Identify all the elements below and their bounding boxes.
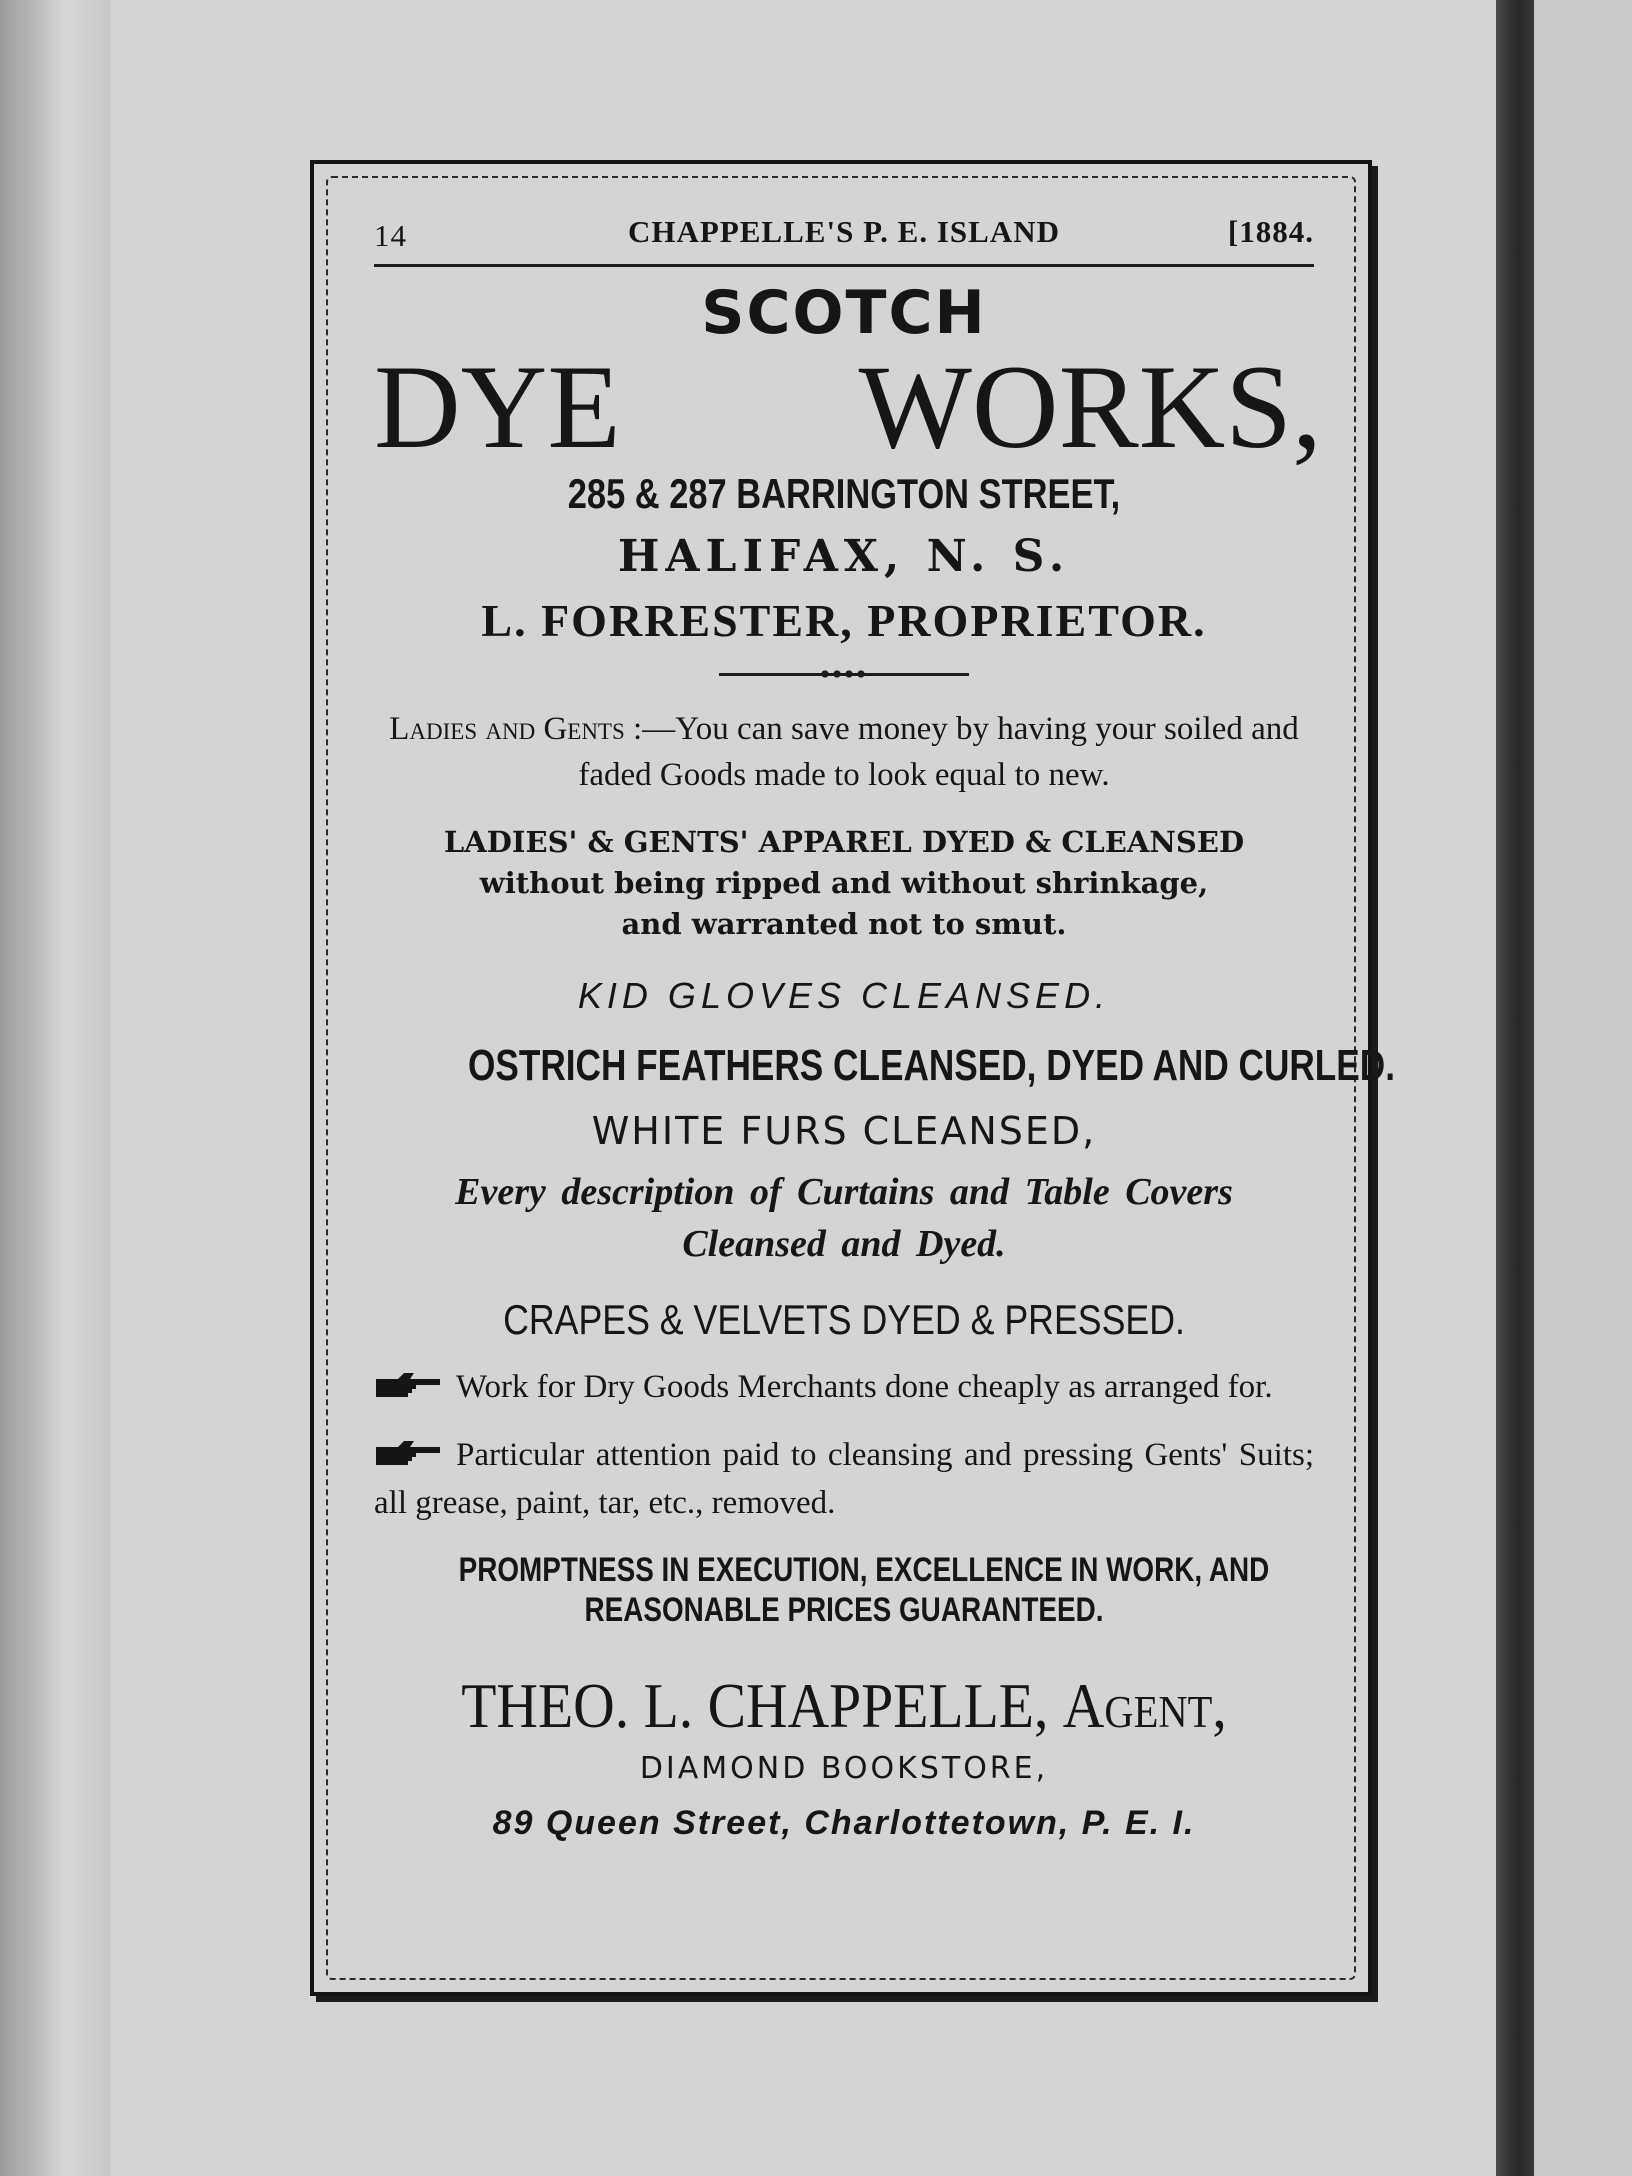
white-furs: WHITE FURS CLEANSED, <box>591 1109 1097 1154</box>
kid-gloves: KID GLOVES CLEANSED. <box>577 975 1111 1017</box>
crapes-velvets: CRAPES & VELVETS DYED & PRESSED. <box>503 1296 1185 1344</box>
curtains-line: Every description of Curtains and Table Covers <box>455 1171 1233 1214</box>
guarantee-line: PROMPTNESS IN EXECUTION, EXCELLENCE IN WORK, AND <box>458 1550 1270 1589</box>
apparel-line: without being ripped and without shrinkage, <box>479 866 1209 901</box>
heading-dye-works <box>374 340 1322 473</box>
note-gents-suits <box>374 1432 1314 1528</box>
intro-lead: Ladies and Gents <box>389 710 625 747</box>
agent-name: THEO. L. CHAPPELLE, <box>461 1670 1063 1742</box>
agent-line <box>421 1669 1267 1743</box>
running-title: CHAPPELLE'S P. E. ISLAND <box>628 214 1060 249</box>
guarantee-block <box>458 1550 1270 1632</box>
running-header <box>374 204 1314 267</box>
intro-paragraph <box>374 706 1314 798</box>
note-text: Work for Dry Goods Merchants done cheaply as arranged for. <box>456 1369 1273 1406</box>
proprietor: L. FORRESTER, PROPRIETOR. <box>481 594 1207 646</box>
city: HALIFAX, N. S. <box>617 530 1071 582</box>
page-edge-shadow <box>1496 0 1534 2176</box>
street-address: 285 & 287 BARRINGTON STREET, <box>567 470 1121 517</box>
apparel-block <box>374 822 1314 946</box>
pointing-hand-icon <box>374 1439 444 1469</box>
book-gutter <box>0 0 110 2176</box>
apparel-line: and warranted not to smut. <box>621 907 1067 942</box>
heading-scotch: SCOTCH <box>701 278 987 348</box>
intro-text: :—You can save money by having your soiled and faded Goods made to look equal to new. <box>578 710 1299 793</box>
note-text: Particular attention paid to cleansing and pressing Gents' Suits; all grease, paint, tar, etc., removed. <box>374 1436 1314 1521</box>
heading-dye: DYE <box>374 340 621 473</box>
ostrich-feathers: OSTRICH FEATHERS CLEANSED, DYED AND CURLED. <box>468 1041 1395 1091</box>
store-address: 89 Queen Street, Charlottetown, P. E. I. <box>492 1804 1196 1843</box>
apparel-line: LADIES' & GENTS' APPAREL DYED & CLEANSED <box>443 824 1245 859</box>
note-dry-goods <box>374 1364 1314 1412</box>
agent-title: Agent, <box>1062 1670 1227 1742</box>
ornamental-rule <box>719 673 969 676</box>
curtains-block <box>374 1167 1314 1270</box>
heading-works: WORKS, <box>858 340 1322 473</box>
store-name: DIAMOND BOOKSTORE, <box>639 1751 1049 1787</box>
guarantee-line: REASONABLE PRICES GUARANTEED. <box>584 1591 1104 1630</box>
curtains-line: Cleansed and Dyed. <box>682 1222 1006 1265</box>
advertisement-frame <box>310 160 1395 1996</box>
page-number: 14 <box>374 218 407 253</box>
next-page-edge <box>1534 0 1632 2176</box>
year: [1884. <box>1227 214 1314 249</box>
advertisement <box>374 204 1395 1964</box>
pointing-hand-icon <box>374 1371 444 1401</box>
